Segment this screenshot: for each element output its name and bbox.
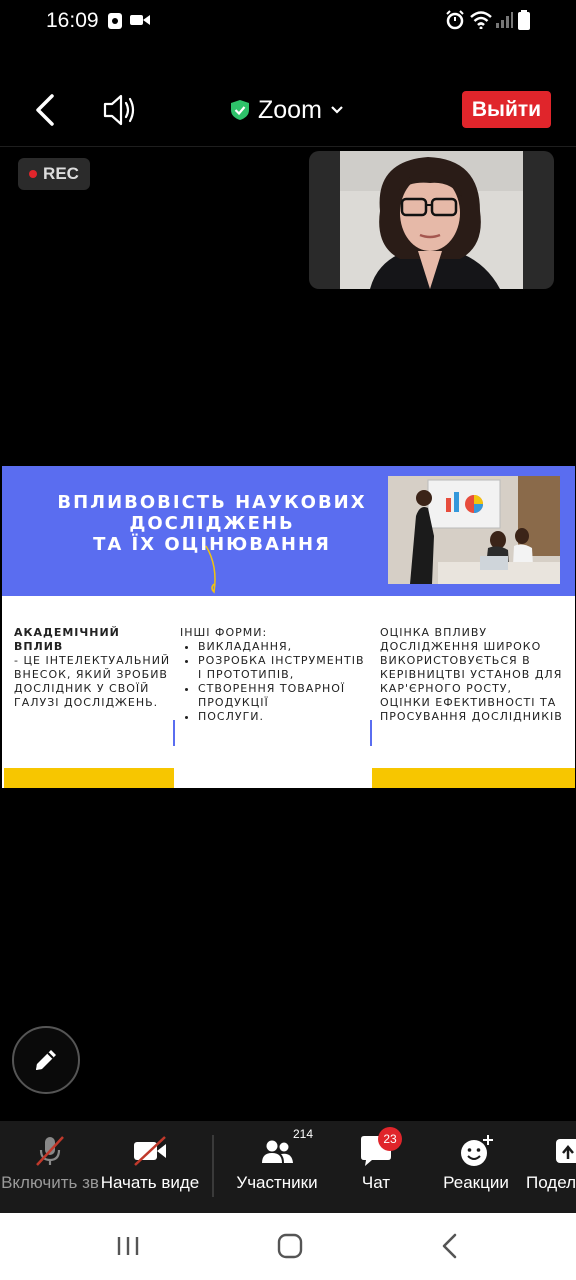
col3-text: ОЦІНКА ВПЛИВУ ДОСЛІДЖЕННЯ ШИРОКО ВИКОРИСТОВУЄТЬСЯ В КЕРІВНИЦТВІ УСТАНОВ ДЛЯ КАР'ЄРНОГО РОСТУ, ОЦІНКИ ЕФЕКТИВНОСТІ ТА ПРОСУВАННЯ ДОСЛІДНИКІВ [380, 626, 563, 723]
back-button[interactable] [30, 92, 64, 128]
recording-label: REC [43, 164, 79, 183]
chevron-down-icon [330, 105, 344, 115]
chat-button[interactable] [338, 1121, 414, 1213]
unmute-button[interactable] [0, 1121, 100, 1213]
list-item: • СТВОРЕННЯ ТОВАРНОЇ ПРОДУКЦІЇ [198, 682, 368, 710]
meeting-title[interactable] [230, 94, 344, 126]
record-dot-icon [29, 170, 37, 178]
home-icon[interactable] [277, 1233, 303, 1259]
share-label: Подел [526, 1173, 576, 1192]
meeting-title-text: Zoom [258, 95, 322, 124]
chat-label: Чат [361, 1173, 391, 1192]
recent-apps-icon[interactable] [116, 1235, 140, 1257]
system-nav-bar [0, 1213, 576, 1280]
slide-column-assessment [380, 626, 566, 724]
share-icon [554, 1133, 576, 1169]
battery-icon [518, 10, 530, 30]
slide-title: ВПЛИВОВІСТЬ НАУКОВИХ ДОСЛІДЖЕНЬ ТА ЇХ ОЦІНЮВАННЯ [57, 492, 367, 555]
slide-column-academic [14, 626, 174, 710]
reactions-label: Реакции [443, 1173, 509, 1192]
shield-icon [230, 99, 250, 121]
reactions-button[interactable] [436, 1121, 516, 1213]
meeting-toolbar [0, 1121, 576, 1213]
speaker-button[interactable] [100, 92, 140, 128]
participants-icon [259, 1133, 295, 1169]
slide-banner [2, 466, 575, 596]
annotation-stroke [202, 544, 222, 594]
reaction-icon [458, 1133, 494, 1169]
list-item: • ПОСЛУГИ. [198, 710, 368, 724]
participant-video [340, 151, 523, 289]
wifi-icon [470, 11, 492, 29]
list-item: • РОЗРОБКА ІНСТРУМЕНТІВ І ПРОТОТИПІВ, [198, 654, 368, 682]
slide-column-other [180, 626, 368, 724]
video-thumbnail[interactable] [309, 151, 554, 289]
slide-divider [370, 720, 372, 746]
col1-text: - ЦЕ ІНТЕЛЕКТУАЛЬНИЙ ВНЕСОК, ЯКИЙ ЗРОБИВ ДОСЛІДНИК У СВОЇЙ ГАЛУЗІ ДОСЛІДЖЕНЬ. [14, 654, 171, 709]
share-button[interactable] [526, 1121, 576, 1213]
col1-heading: АКАДЕМІЧНИЙ ВПЛИВ [14, 626, 120, 653]
mic-off-icon [32, 1133, 68, 1169]
header-divider [0, 146, 576, 147]
video-call-icon [130, 13, 150, 27]
slide-accent-bar [4, 768, 174, 788]
leave-button[interactable]: Выйти [462, 91, 551, 128]
status-time: 16:09 [46, 9, 99, 32]
video-off-icon [131, 1133, 169, 1169]
list-item: • ВИКЛАДАННЯ, [198, 640, 368, 654]
status-bar [0, 0, 576, 44]
participants-label: Участники [236, 1173, 318, 1192]
start-video-button[interactable] [100, 1121, 200, 1213]
signal-icon [495, 12, 513, 28]
alarm-icon [445, 10, 465, 30]
participants-count: 214 [293, 1127, 314, 1141]
col2-list [180, 640, 368, 724]
participants-button[interactable] [226, 1121, 328, 1213]
chat-unread-badge: 23 [378, 1127, 402, 1151]
slide-accent-bar [372, 768, 575, 788]
shared-slide[interactable] [2, 466, 575, 788]
col2-heading: ІНШІ ФОРМИ: [180, 626, 268, 639]
recording-badge[interactable] [18, 158, 90, 190]
notification-icon [107, 12, 123, 30]
annotate-button[interactable] [12, 1026, 80, 1094]
start-video-label: Начать виде [100, 1173, 200, 1192]
nav-back-icon[interactable] [440, 1233, 460, 1259]
slide-photo [388, 476, 560, 584]
unmute-label: Включить зв [1, 1173, 99, 1192]
pencil-icon [32, 1046, 60, 1074]
toolbar-separator [212, 1135, 214, 1197]
slide-divider [173, 720, 175, 746]
